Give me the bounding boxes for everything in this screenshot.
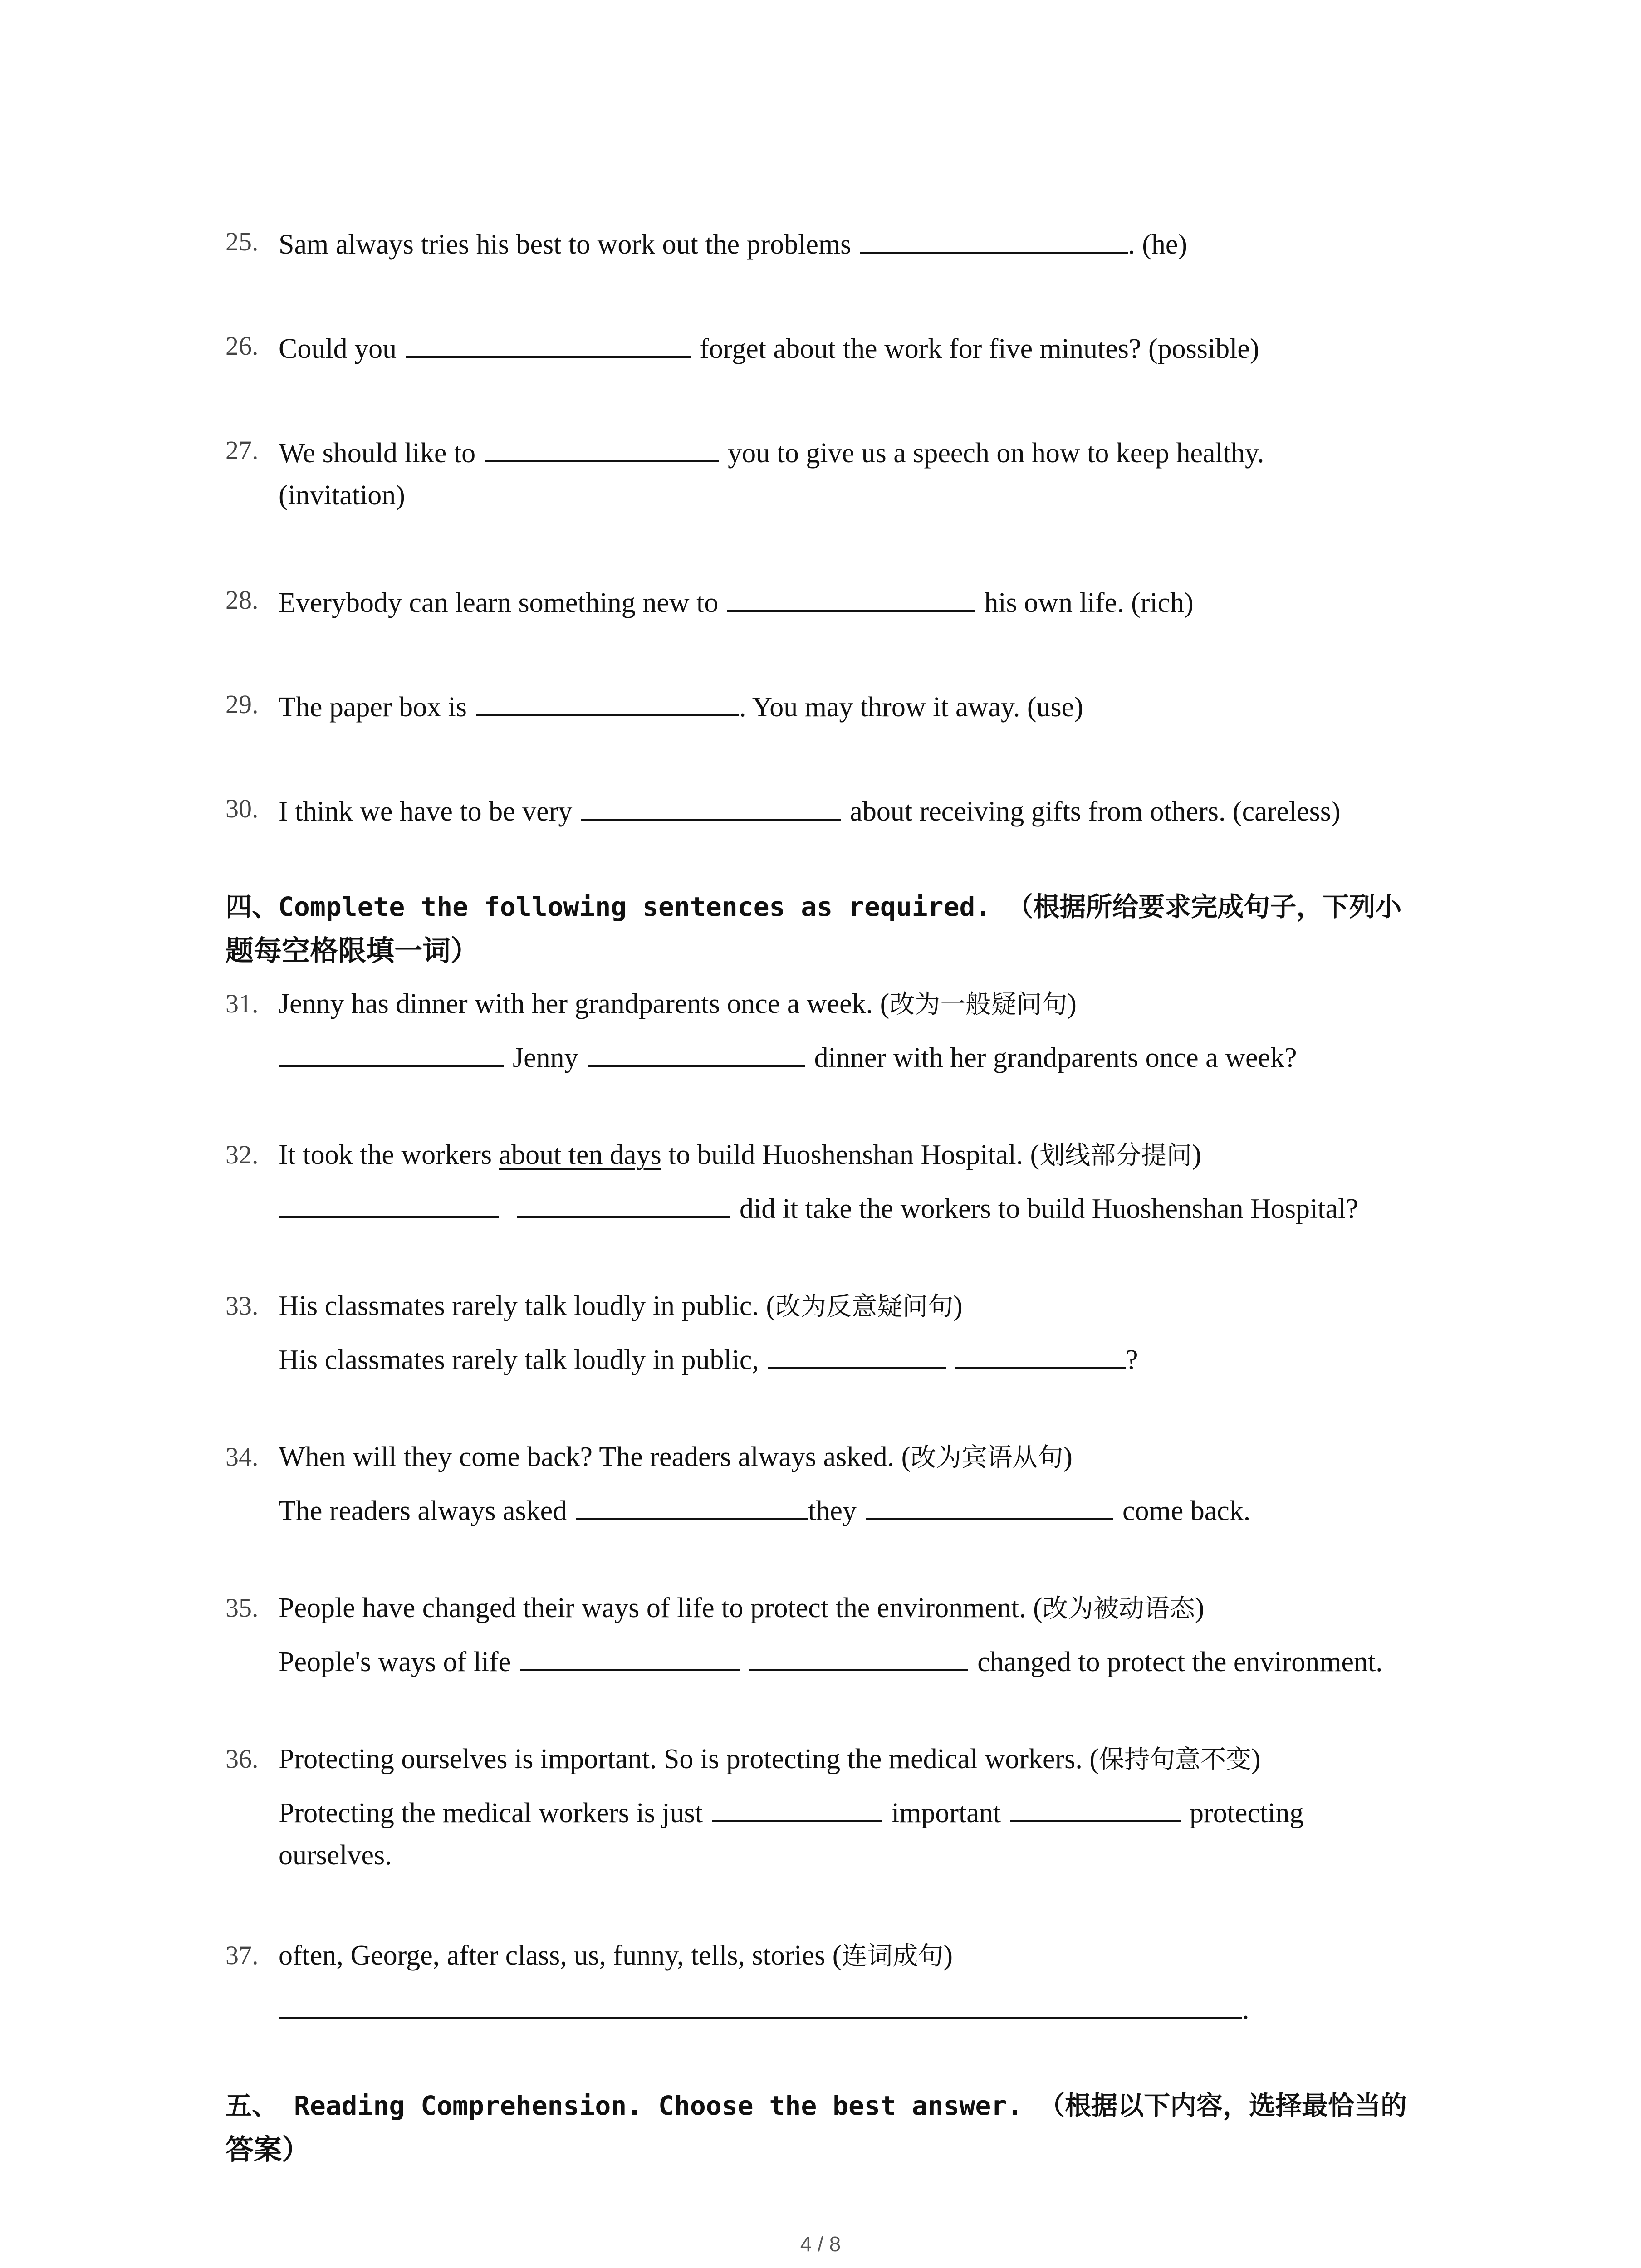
question-number: 33. [225, 1291, 259, 1320]
question-text: Jenny has dinner with her grandparents once a week. ( [279, 988, 890, 1019]
question-text: did it take the workers to build Huoshenshan Hospital? [740, 1193, 1358, 1224]
question-text: his own life. (rich) [984, 587, 1194, 618]
question-number: 28. [225, 585, 259, 615]
question-text: dinner with her grandparents once a week? [814, 1042, 1297, 1073]
question-31-answer [279, 1037, 1297, 1076]
answer-blank[interactable] [520, 1641, 740, 1671]
question-number: 34. [225, 1442, 259, 1471]
question-text: forget about the work for five minutes? (possible) [700, 333, 1259, 364]
instruction-tag: 改为被动语态 [1042, 1594, 1195, 1623]
answer-blank[interactable] [279, 1188, 499, 1218]
paren: ) [1063, 1442, 1073, 1472]
question-text: The paper box is [279, 692, 467, 723]
question-36 [279, 1741, 1261, 1778]
question-31 [279, 986, 1077, 1023]
page-number: 4 / 8 [800, 2232, 841, 2256]
question-text: The readers always asked [279, 1496, 567, 1526]
question-number: 31. [225, 989, 259, 1018]
question-27 [279, 432, 1264, 471]
question-number: 35. [225, 1593, 259, 1623]
question-text: His classmates rarely talk loudly in public. ( [279, 1290, 776, 1321]
paren: ) [1195, 1593, 1205, 1623]
section-heading-line2 [225, 2131, 310, 2169]
question-30 [279, 791, 1341, 830]
answer-blank[interactable] [860, 224, 1128, 254]
answer-blank[interactable] [476, 686, 739, 716]
question-29 [279, 686, 1083, 725]
paren: ) [1192, 1139, 1201, 1170]
question-text: I think we have to be very [279, 796, 573, 827]
answer-blank[interactable] [581, 791, 841, 821]
answer-blank[interactable] [712, 1792, 882, 1822]
instruction-tag: 改为一般疑问句 [889, 990, 1068, 1019]
underlined-phrase: about ten days [499, 1139, 661, 1170]
answer-blank[interactable] [279, 1989, 1242, 2019]
paren: ) [943, 1940, 953, 1971]
question-number: 36. [225, 1744, 259, 1774]
question-text: come back. [1122, 1496, 1251, 1526]
question-33-answer [279, 1339, 1138, 1378]
answer-blank[interactable] [576, 1490, 808, 1520]
question-number: 32. [225, 1140, 259, 1169]
answer-blank[interactable] [517, 1188, 730, 1218]
question-text: to build Huoshenshan Hospital. ( [661, 1139, 1040, 1170]
answer-blank[interactable] [279, 1037, 504, 1067]
question-34 [279, 1439, 1073, 1476]
question-number: 29. [225, 689, 259, 719]
question-26 [279, 328, 1259, 367]
instruction-tag: 改为宾语从句 [911, 1443, 1063, 1472]
sentence-end: . [1242, 1994, 1249, 2025]
question-28 [279, 582, 1194, 621]
instruction-tag: 改为反意疑问句 [775, 1292, 954, 1321]
answer-blank[interactable] [955, 1339, 1126, 1369]
question-text: ? [1125, 1344, 1138, 1375]
question-35 [279, 1590, 1204, 1627]
question-32 [279, 1137, 1201, 1174]
question-number: 37. [225, 1941, 259, 1970]
question-text: Sam always tries his best to work out the problems [279, 229, 852, 260]
question-number: 30. [225, 794, 259, 823]
question-34-answer [279, 1490, 1250, 1529]
question-text: When will they come back? The readers always asked. ( [279, 1442, 911, 1472]
answer-blank[interactable] [485, 432, 719, 462]
question-text: People have changed their ways of life to protect the environment. ( [279, 1593, 1043, 1623]
answer-blank[interactable] [406, 328, 691, 358]
question-27-line2: (invitation) [279, 480, 405, 511]
question-text: Could you [279, 333, 397, 364]
question-text: It took the workers [279, 1139, 499, 1170]
question-text: Protecting the medical workers is just [279, 1798, 703, 1828]
question-text: Everybody can learn something new to [279, 587, 719, 618]
question-text: you to give us a speech on how to keep healthy. [728, 438, 1264, 469]
section-heading-text: 题每空格限填一词） [225, 934, 479, 967]
question-text: We should like to [279, 438, 476, 469]
answer-blank[interactable] [1010, 1792, 1181, 1822]
question-number: 26. [225, 331, 259, 361]
question-36-answer-line2: ourselves. [279, 1840, 392, 1871]
section-heading-line2 [225, 932, 479, 970]
question-37 [279, 1937, 953, 1975]
answer-blank[interactable] [768, 1339, 946, 1369]
question-text: . You may throw it away. (use) [739, 692, 1083, 723]
question-text: . (he) [1128, 229, 1188, 260]
instruction-tag: 保持句意不变 [1098, 1745, 1251, 1774]
question-text: changed to protect the environment. [977, 1647, 1383, 1677]
question-text: they [808, 1496, 857, 1526]
question-33 [279, 1288, 963, 1325]
question-35-answer [279, 1641, 1383, 1680]
question-number: 25. [225, 227, 259, 256]
answer-blank[interactable] [588, 1037, 805, 1067]
answer-blank[interactable] [727, 582, 975, 612]
instruction-tag: 连词成句 [842, 1941, 944, 1971]
question-text: protecting [1190, 1798, 1304, 1828]
question-text: often, George, after class, us, funny, tells, stories ( [279, 1940, 842, 1971]
paren: ) [953, 1290, 963, 1321]
question-text: His classmates rarely talk loudly in public, [279, 1344, 759, 1375]
question-37-answer [279, 1989, 1249, 2028]
paren: ) [1251, 1744, 1261, 1774]
question-text: about receiving gifts from others. (careless) [850, 796, 1341, 827]
question-text: Jenny [513, 1042, 578, 1073]
question-32-answer [279, 1188, 1358, 1227]
question-text: Protecting ourselves is important. So is protecting the medical workers. ( [279, 1744, 1099, 1774]
section-heading-text: 答案） [225, 2133, 310, 2166]
question-25 [279, 224, 1187, 263]
question-text: People's ways of life [279, 1647, 511, 1677]
answer-blank[interactable] [749, 1641, 968, 1671]
section-heading: 五、 Reading Comprehension. Choose the best answer. （根据以下内容，选择最恰当的 [225, 2090, 1407, 2121]
instruction-tag: 划线部分提问 [1039, 1141, 1192, 1170]
question-text: important [891, 1798, 1001, 1828]
paren: ) [1067, 988, 1077, 1019]
answer-blank[interactable] [866, 1490, 1113, 1520]
question-36-answer [279, 1792, 1303, 1831]
section-heading: 四、Complete the following sentences as required. （根据所给要求完成句子，下列小 [225, 891, 1402, 922]
question-number: 27. [225, 435, 259, 465]
